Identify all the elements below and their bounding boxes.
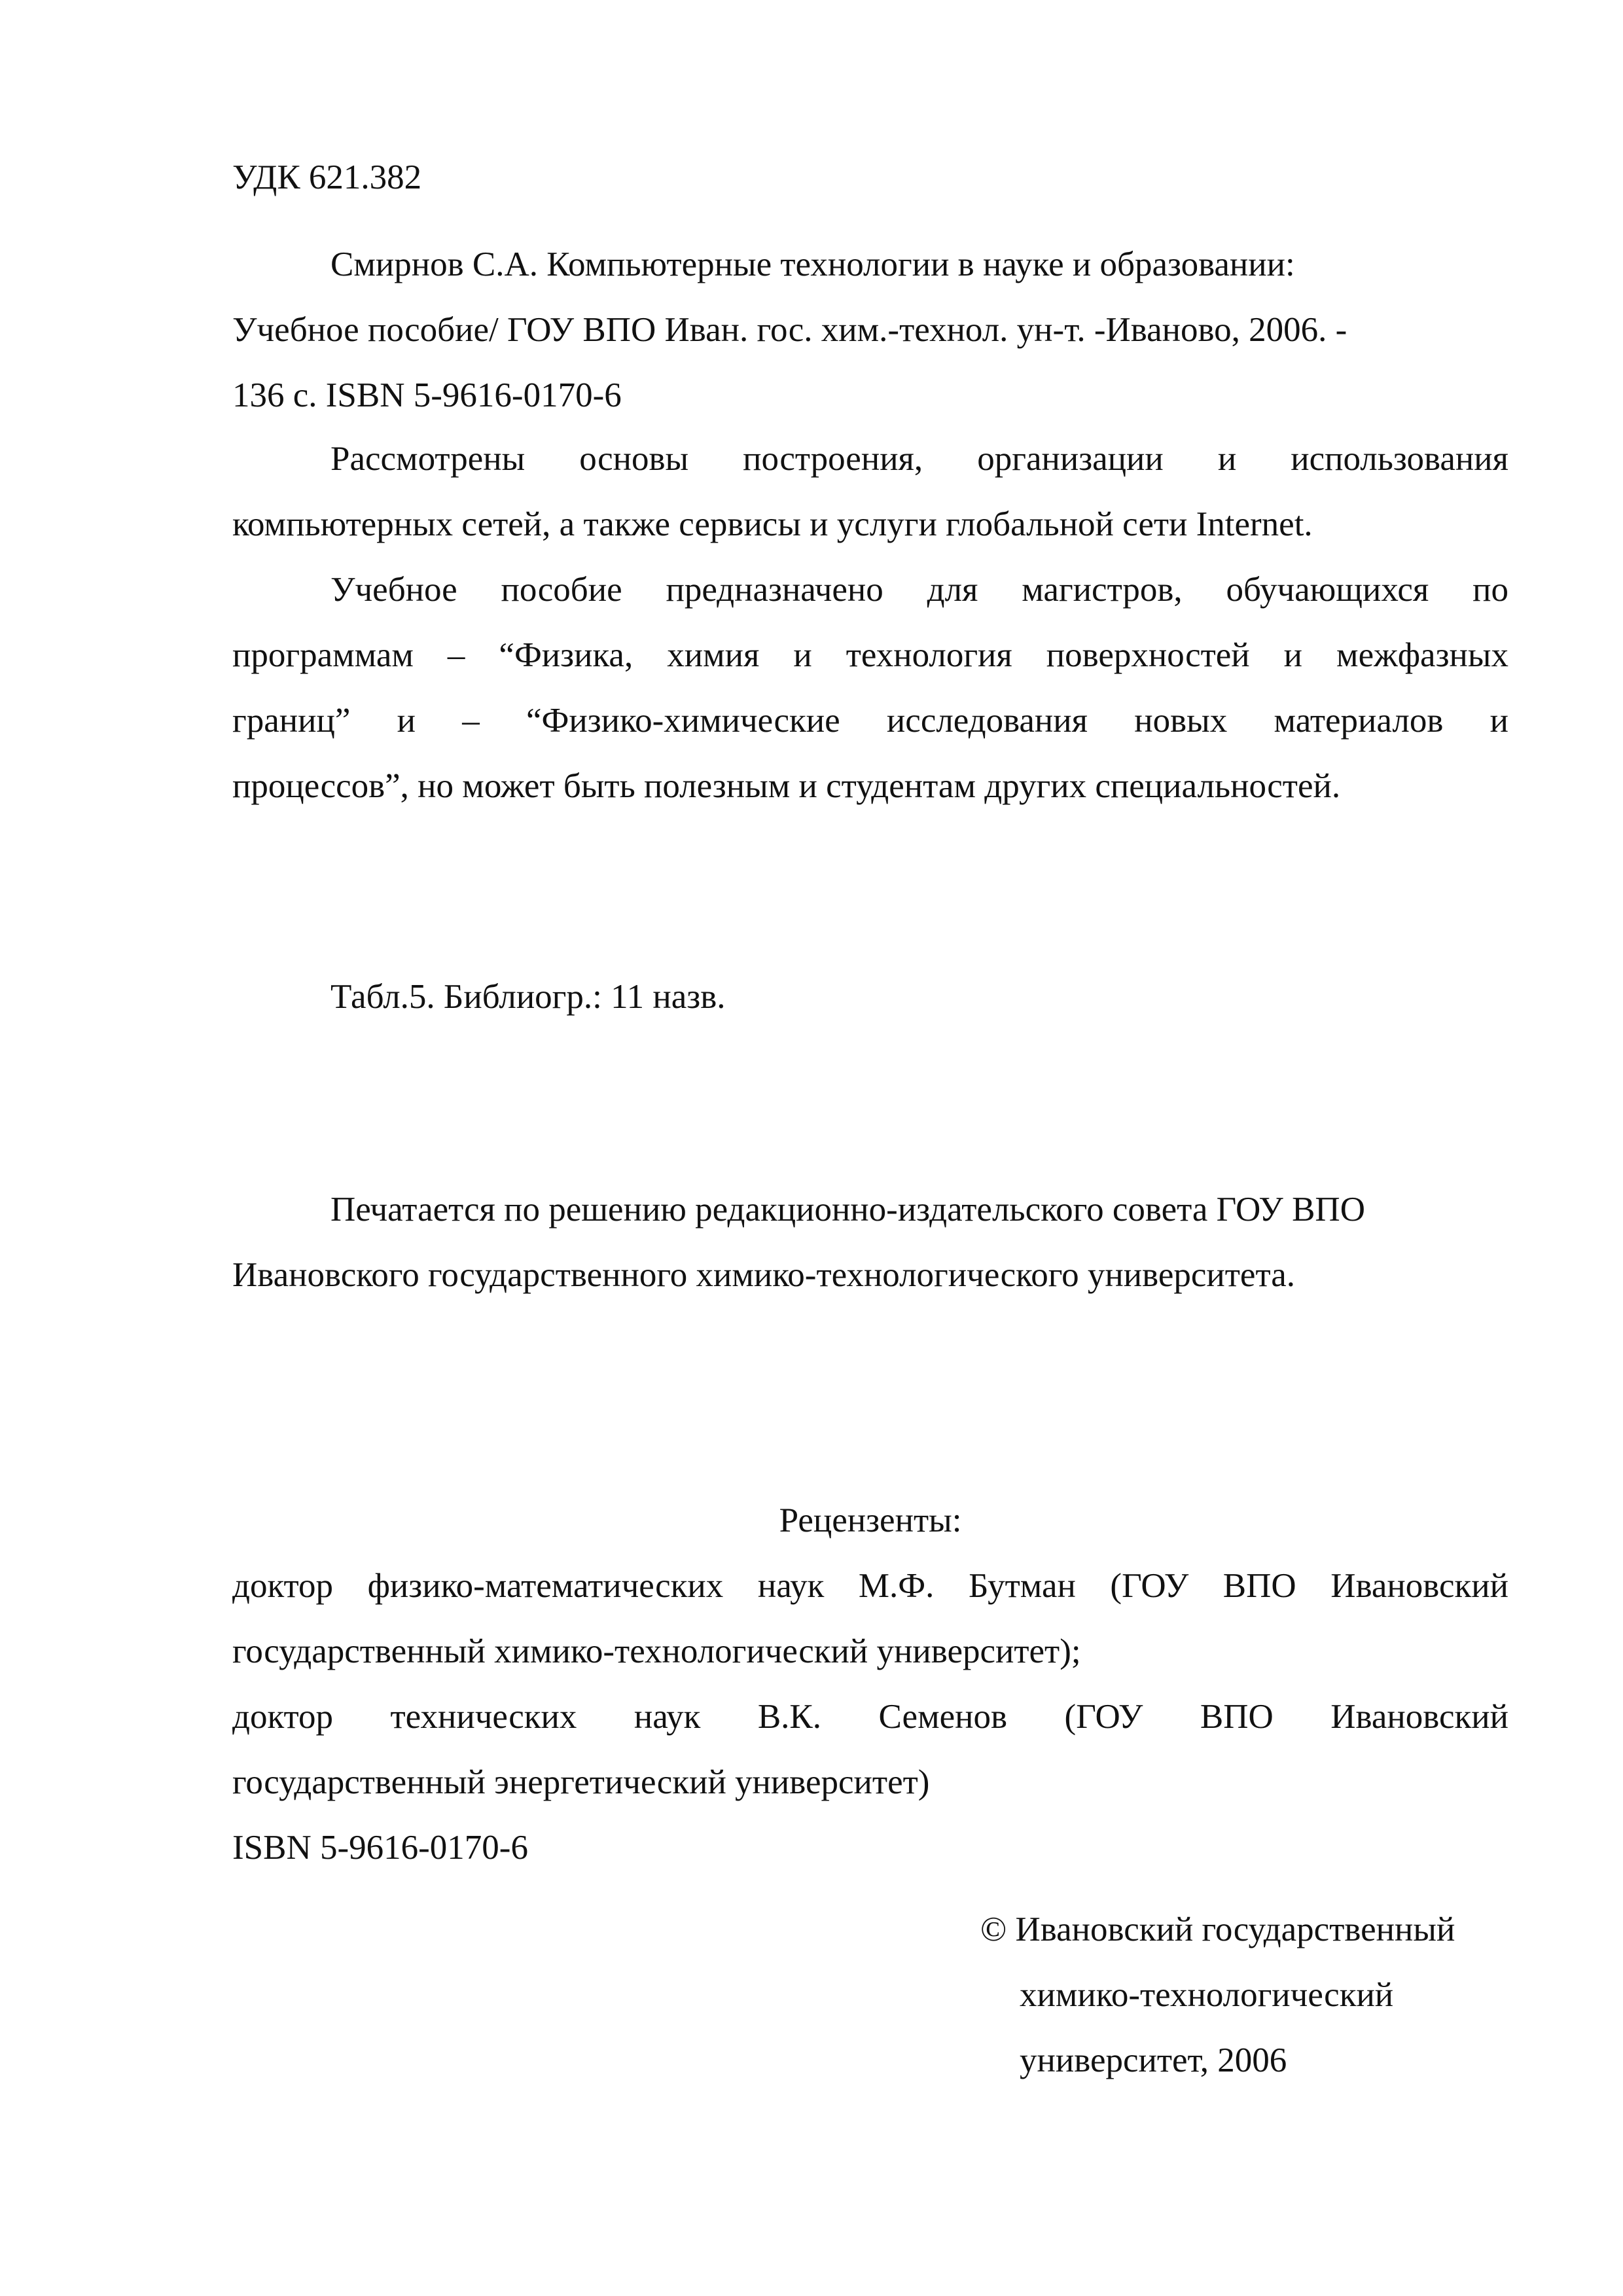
tables-bibliography: Табл.5. Библиогр.: 11 назв. [330, 978, 726, 1016]
udk-code: УДК 621.382 [232, 158, 422, 196]
abstract-line-1: Рассмотрены основы построения, организации и использования [330, 440, 1508, 478]
isbn: ISBN 5-9616-0170-6 [232, 1829, 528, 1867]
citation-line-3: 136 с. ISBN 5-9616-0170-6 [232, 376, 622, 414]
publication-line-2: Ивановского государственного химико-технологического университета. [232, 1256, 1296, 1294]
copyright-line-1: © Ивановский государственный [980, 1910, 1455, 1948]
purpose-line-1: Учебное пособие предназначено для магистров, обучающихся по [330, 571, 1508, 609]
citation-line-2: Учебное пособие/ ГОУ ВПО Иван. гос. хим.-технол. ун-т. -Иваново, 2006. - [232, 311, 1347, 349]
reviewer-1-line-2: государственный химико-технологический университет); [232, 1632, 1081, 1670]
purpose-line-2: программам – “Физика, химия и технология поверхностей и межфазных [232, 636, 1508, 674]
purpose-line-3: границ” и – “Физико-химические исследования новых материалов и [232, 702, 1508, 740]
reviewer-1-line-1: доктор физико-математических наук М.Ф. Бутман (ГОУ ВПО Ивановский [232, 1567, 1508, 1605]
purpose-line-4: процессов”, но может быть полезным и студентам других специальностей. [232, 767, 1341, 805]
reviewers-heading: Рецензенты: [779, 1501, 962, 1539]
reviewer-2-line-1: доктор технических наук В.К. Семенов (ГОУ ВПО Ивановский [232, 1698, 1508, 1736]
copyright-line-3: университет, 2006 [1020, 2041, 1287, 2079]
citation-line-1: Смирнов С.А. Компьютерные технологии в науке и образовании: [330, 245, 1295, 283]
copyright-line-2: химико-технологический [1020, 1976, 1394, 2014]
abstract-line-2: компьютерных сетей, а также сервисы и услуги глобальной сети Internet. [232, 505, 1313, 543]
reviewer-2-line-2: государственный энергетический университет) [232, 1763, 930, 1801]
publication-line-1: Печатается по решению редакционно-издательского совета ГОУ ВПО [330, 1191, 1365, 1229]
